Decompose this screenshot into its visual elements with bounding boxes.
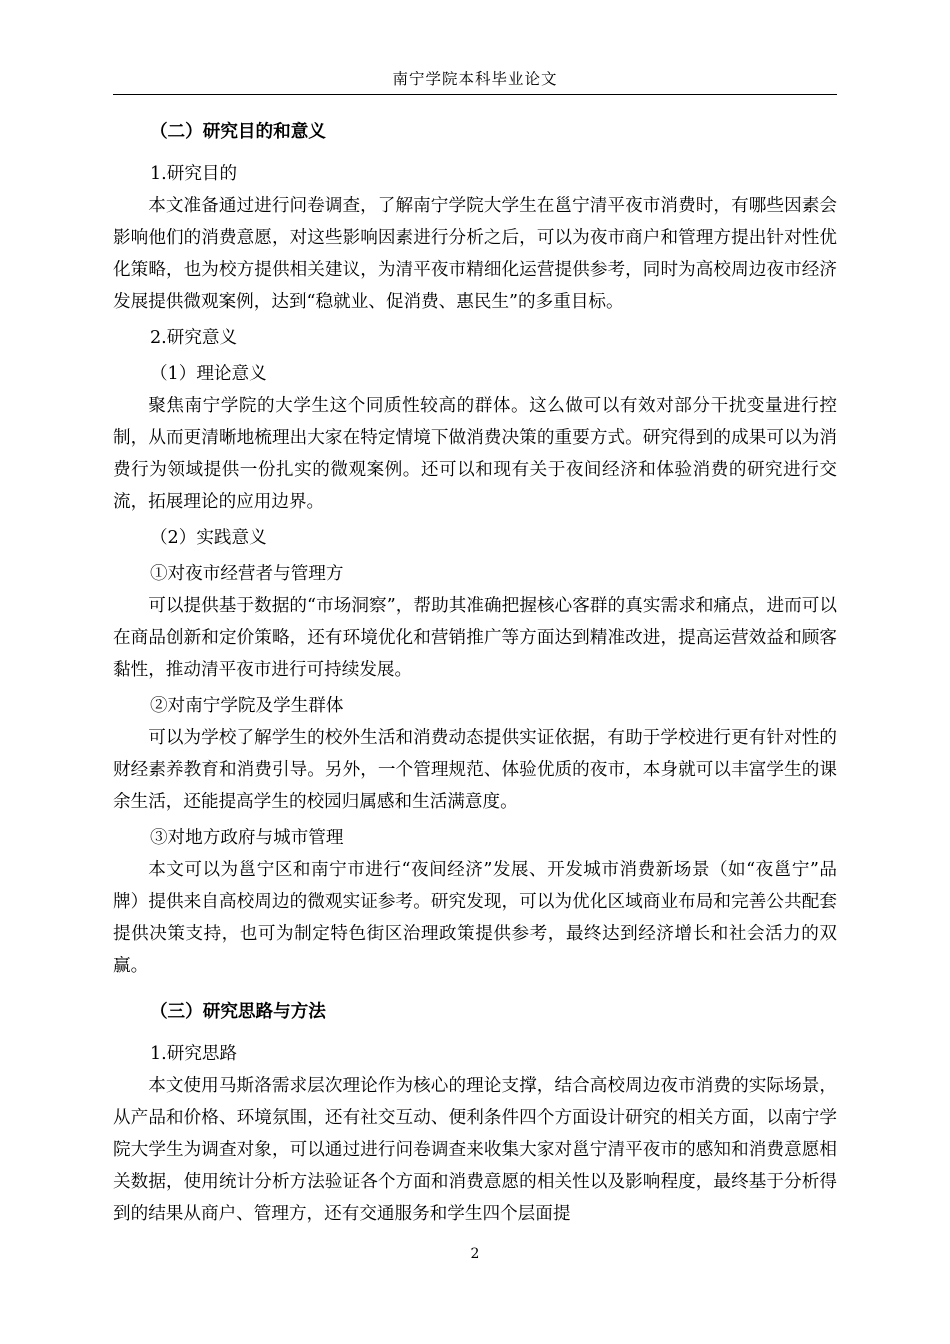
header-title: 南宁学院本科毕业论文 xyxy=(392,70,558,88)
subheading-theoretical-significance: （1）理论意义 xyxy=(149,364,267,384)
paragraph-research-purpose: 本文准备通过进行问卷调查，了解南宁学院大学生在邕宁清平夜市消费时，有哪些因素会影响他们的消费意愿，对这些影响因素进行分析之后，可以为夜市商户和管理方提出针对性优化策略，也为校方提供相关建议，为清平夜市精细化运营提供参考，同时为高校周边夜市经济发展提供微观案例，达到“稳就业、促消费、惠民生”的多重目标。 xyxy=(113,196,837,312)
item-title-local-government: ③对地方政府与城市管理 xyxy=(149,828,344,848)
subheading-practical-significance: （2）实践意义 xyxy=(149,528,267,548)
paragraph-university-students: 可以为学校了解学生的校外生活和消费动态提供实证依据，有助于学校进行更有针对性的财经素养教育和消费引导。另外，一个管理规范、体验优质的夜市，本身就可以丰富学生的课余生活，还能提高学生的校园归属感和生活满意度。 xyxy=(113,728,837,812)
paragraph-night-market-operators: 可以提供基于数据的“市场洞察”，帮助其准确把握核心客群的真实需求和痛点，进而可以在商品创新和定价策略，还有环境优化和营销推广等方面达到精准改进，提高运营效益和顾客黏性，推动清平夜市进行可持续发展。 xyxy=(113,596,837,680)
document-body xyxy=(113,114,837,1230)
paragraph-research-approach: 本文使用马斯洛需求层次理论作为核心的理论支撑，结合高校周边夜市消费的实际场景，从产品和价格、环境氛围，还有社交互动、便利条件四个方面设计研究的相关方面，以南宁学院大学生为调查对象，可以通过进行问卷调查来收集大家对邕宁清平夜市的感知和消费意愿相关数据，使用统计分析方法验证各个方面和消费意愿的相关性以及影响程度，最终基于分析得到的结果从商户、管理方，还有交通服务和学生四个层面提 xyxy=(113,1076,837,1224)
paragraph-local-government: 本文可以为邕宁区和南宁市进行“夜间经济”发展、开发城市消费新场景（如“夜邕宁”品牌）提供来自高校周边的微观实证参考。研究发现，可以为优化区域商业布局和完善公共配套提供决策支持，也可为制定特色街区治理政策提供参考，最终达到经济增长和社会活力的双赢。 xyxy=(113,860,837,976)
page-header xyxy=(113,64,837,95)
page-number: 2 xyxy=(470,1246,480,1262)
item-title-university-students: ②对南宁学院及学生群体 xyxy=(149,696,344,716)
section-heading-research-purpose-significance: （二）研究目的和意义 xyxy=(149,121,326,142)
subheading-research-approach: 1.研究思路 xyxy=(149,1044,238,1064)
paragraph-theoretical-significance: 聚焦南宁学院的大学生这个同质性较高的群体。这么做可以有效对部分干扰变量进行控制，从而更清晰地梳理出大家在特定情境下做消费决策的重要方式。研究得到的成果可以为消费行为领域提供一份扎实的微观案例。还可以和现有关于夜间经济和体验消费的研究进行交流，拓展理论的应用边界。 xyxy=(113,396,837,512)
item-title-night-market-operators: ①对夜市经营者与管理方 xyxy=(149,564,344,584)
section-heading-research-approach-methods: （三）研究思路与方法 xyxy=(149,1001,326,1022)
subheading-research-purpose: 1.研究目的 xyxy=(149,164,238,184)
subheading-research-significance: 2.研究意义 xyxy=(149,328,238,348)
